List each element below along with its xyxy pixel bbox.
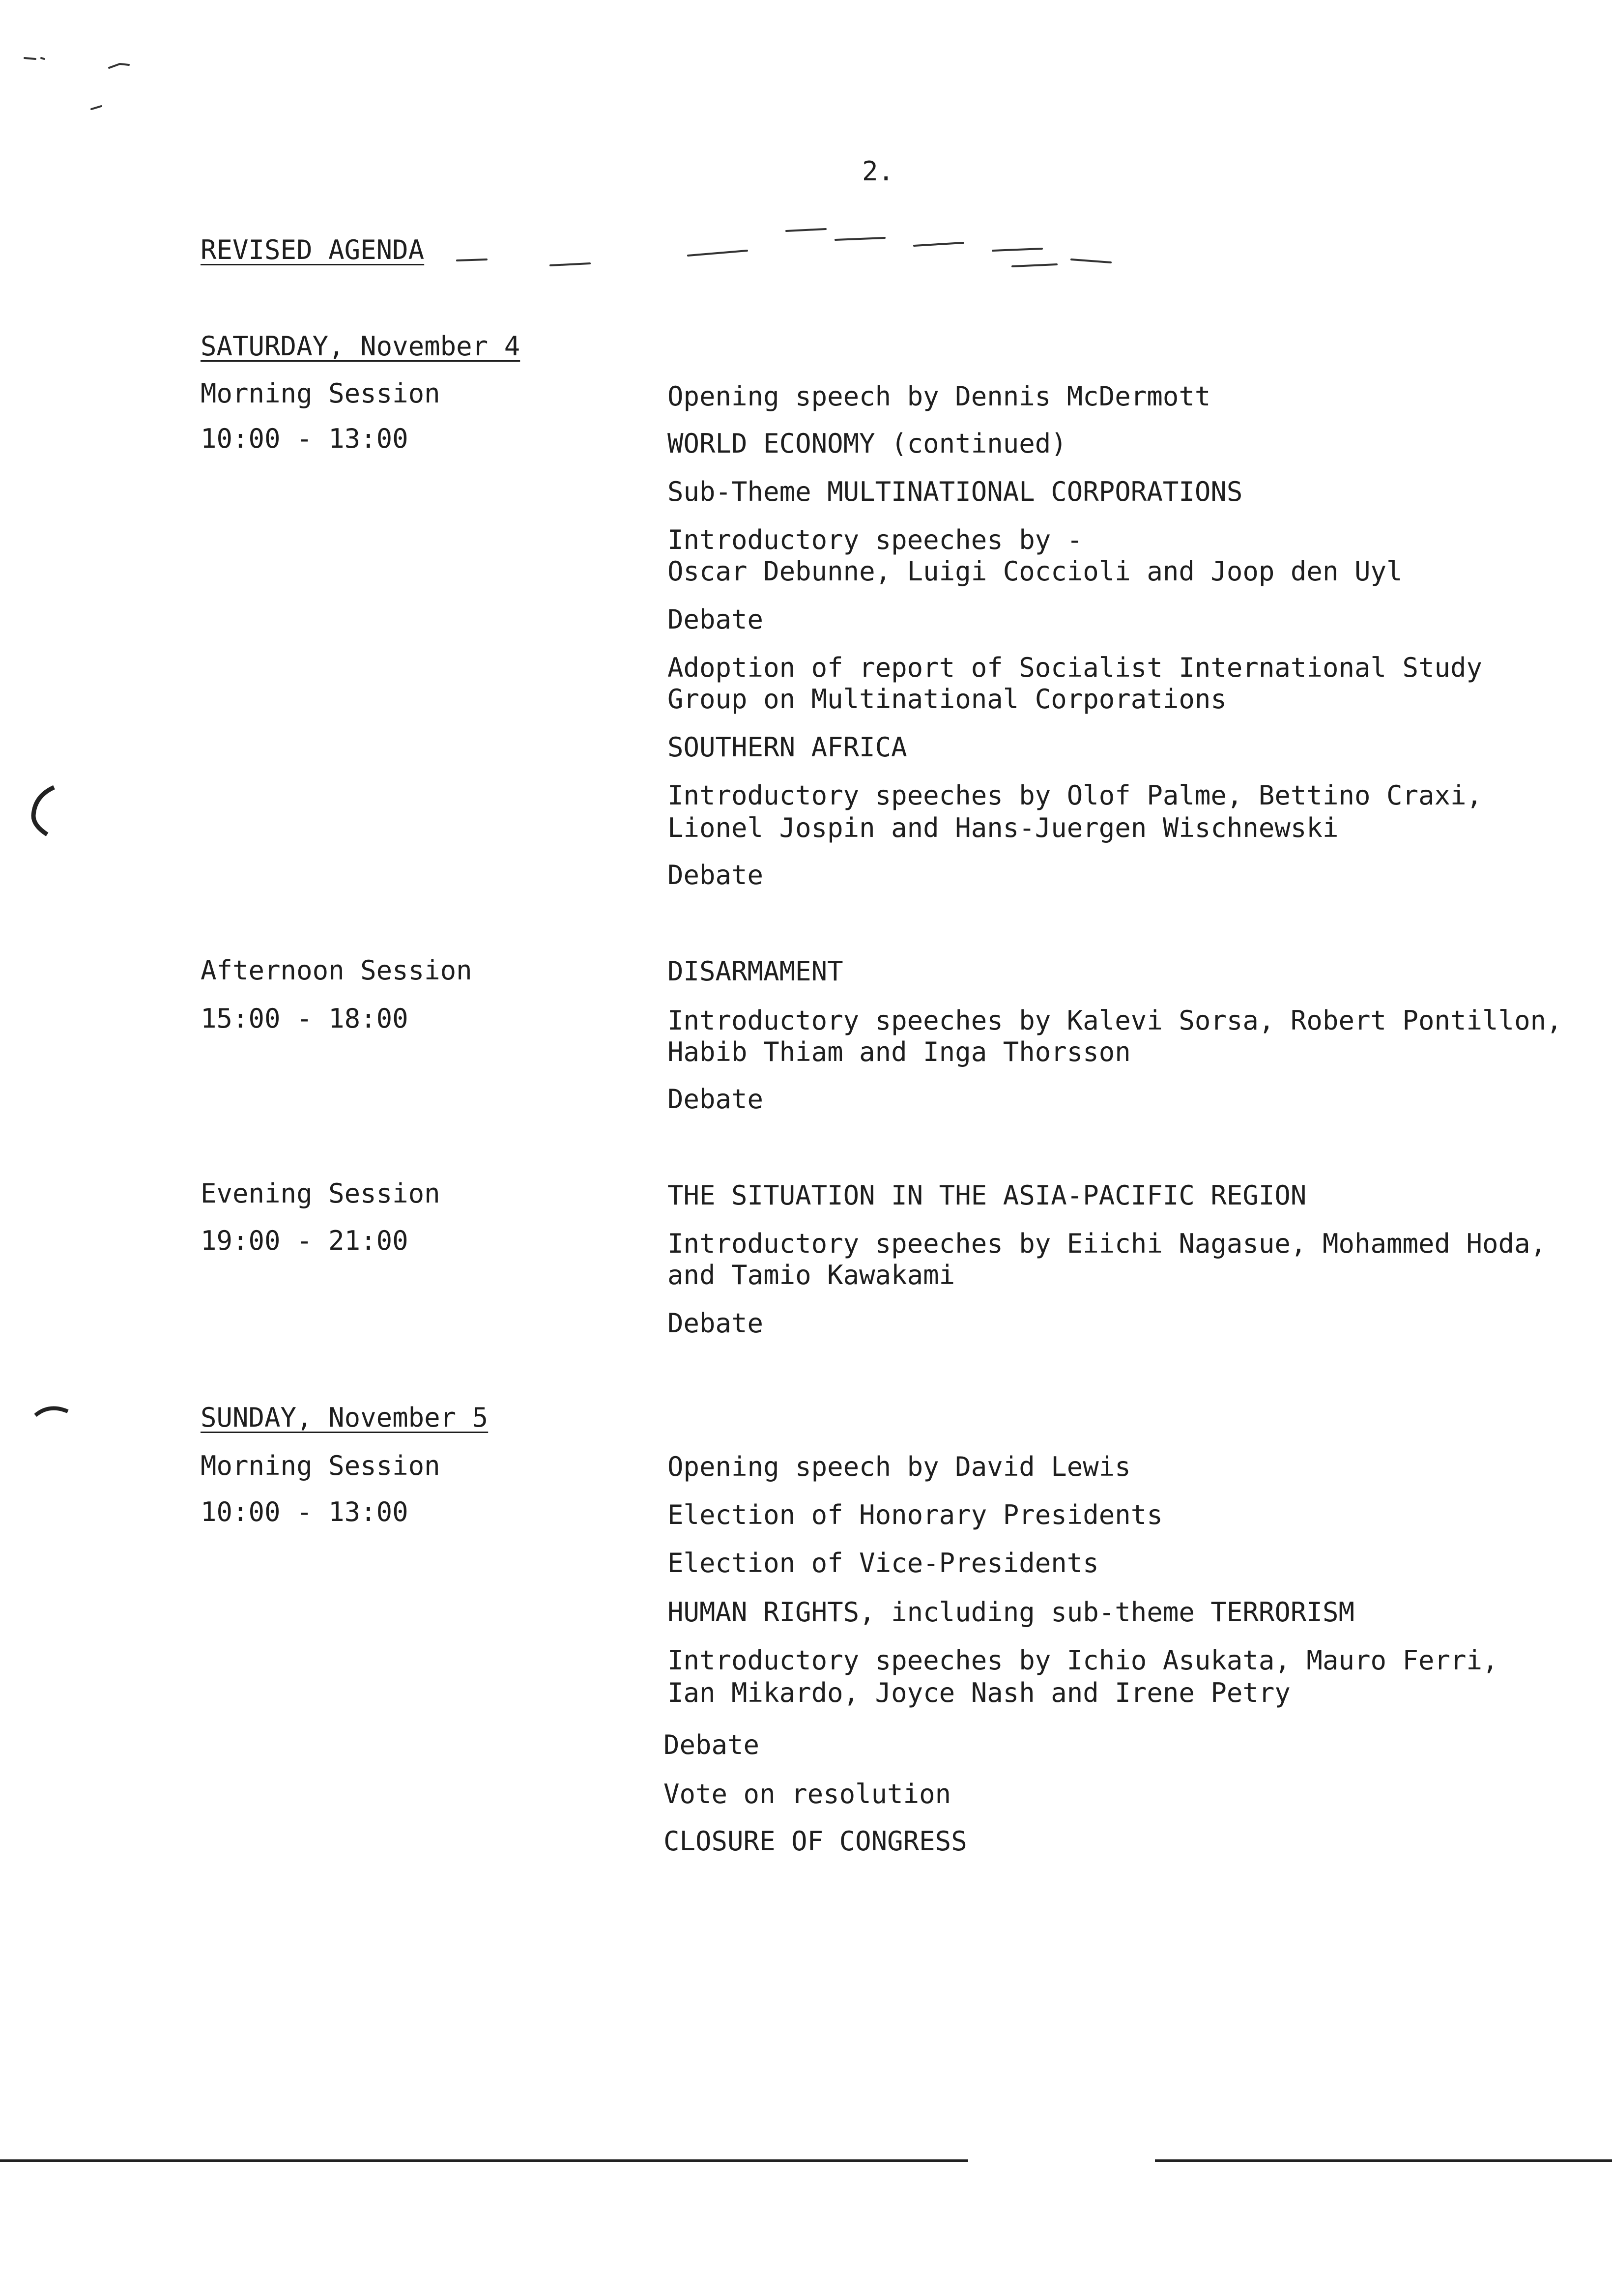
agenda-item: Debate <box>667 1308 764 1339</box>
agenda-item: Introductory speeches by Kalevi Sorsa, Robert Pontillon, <box>667 1005 1562 1036</box>
agenda-item-line2: Ian Mikardo, Joyce Nash and Irene Petry <box>667 1677 1291 1708</box>
session-time-sat-evening: 19:00 - 21:00 <box>201 1225 408 1256</box>
agenda-item: HUMAN RIGHTS, including sub-theme TERRORISM <box>667 1597 1354 1628</box>
agenda-item: Introductory speeches by Ichio Asukata, Mauro Ferri, <box>667 1645 1498 1676</box>
session-time-sun-morning: 10:00 - 13:00 <box>201 1496 408 1527</box>
session-time-sat-afternoon: 15:00 - 18:00 <box>201 1003 408 1034</box>
agenda-item-line2: and Tamio Kawakami <box>667 1260 955 1291</box>
agenda-item: Election of Honorary Presidents <box>667 1499 1163 1530</box>
agenda-item-line2: Lionel Jospin and Hans-Juergen Wischnewski <box>667 812 1339 843</box>
day-heading-saturday: SATURDAY, November 4 <box>201 331 520 362</box>
day-heading-sunday: SUNDAY, November 5 <box>201 1402 489 1433</box>
agenda-item: Debate <box>667 1084 764 1115</box>
agenda-item: Debate <box>667 860 764 890</box>
agenda-item: Opening speech by David Lewis <box>667 1451 1131 1482</box>
agenda-heading: REVISED AGENDA <box>201 234 425 265</box>
footer-rule-left <box>0 2159 968 2162</box>
agenda-item: Opening speech by Dennis McDermott <box>667 381 1211 412</box>
agenda-item-line2: Habib Thiam and Inga Thorsson <box>667 1036 1131 1067</box>
agenda-item: Introductory speeches by - <box>667 524 1083 555</box>
agenda-item: DISARMAMENT <box>667 956 843 987</box>
agenda-item: Election of Vice-Presidents <box>667 1548 1099 1578</box>
session-name-sun-morning: Morning Session <box>201 1450 440 1481</box>
page-number: 2. <box>862 156 894 187</box>
agenda-item: CLOSURE OF CONGRESS <box>663 1826 967 1857</box>
agenda-item: Introductory speeches by Olof Palme, Bettino Craxi, <box>667 780 1483 811</box>
agenda-item: Sub-Theme MULTINATIONAL CORPORATIONS <box>667 476 1243 507</box>
agenda-item-line2: Oscar Debunne, Luigi Coccioli and Joop den Uyl <box>667 556 1403 587</box>
session-time-sat-morning: 10:00 - 13:00 <box>201 423 408 454</box>
agenda-item-line2: Group on Multinational Corporations <box>667 684 1227 715</box>
agenda-item: Introductory speeches by Eiichi Nagasue, Mohammed Hoda, <box>667 1228 1547 1259</box>
session-name-sat-evening: Evening Session <box>201 1178 440 1209</box>
footer-rule-right <box>1155 2159 1612 2162</box>
session-name-sat-afternoon: Afternoon Session <box>201 955 472 986</box>
agenda-item: Debate <box>667 604 764 635</box>
agenda-item: Debate <box>663 1729 760 1760</box>
session-name-sat-morning: Morning Session <box>201 378 440 409</box>
agenda-item: WORLD ECONOMY (continued) <box>667 428 1067 459</box>
agenda-item: SOUTHERN AFRICA <box>667 732 907 763</box>
agenda-item: THE SITUATION IN THE ASIA-PACIFIC REGION <box>667 1180 1307 1211</box>
agenda-item: Adoption of report of Socialist International Study <box>667 652 1483 683</box>
agenda-item: Vote on resolution <box>663 1779 951 1809</box>
